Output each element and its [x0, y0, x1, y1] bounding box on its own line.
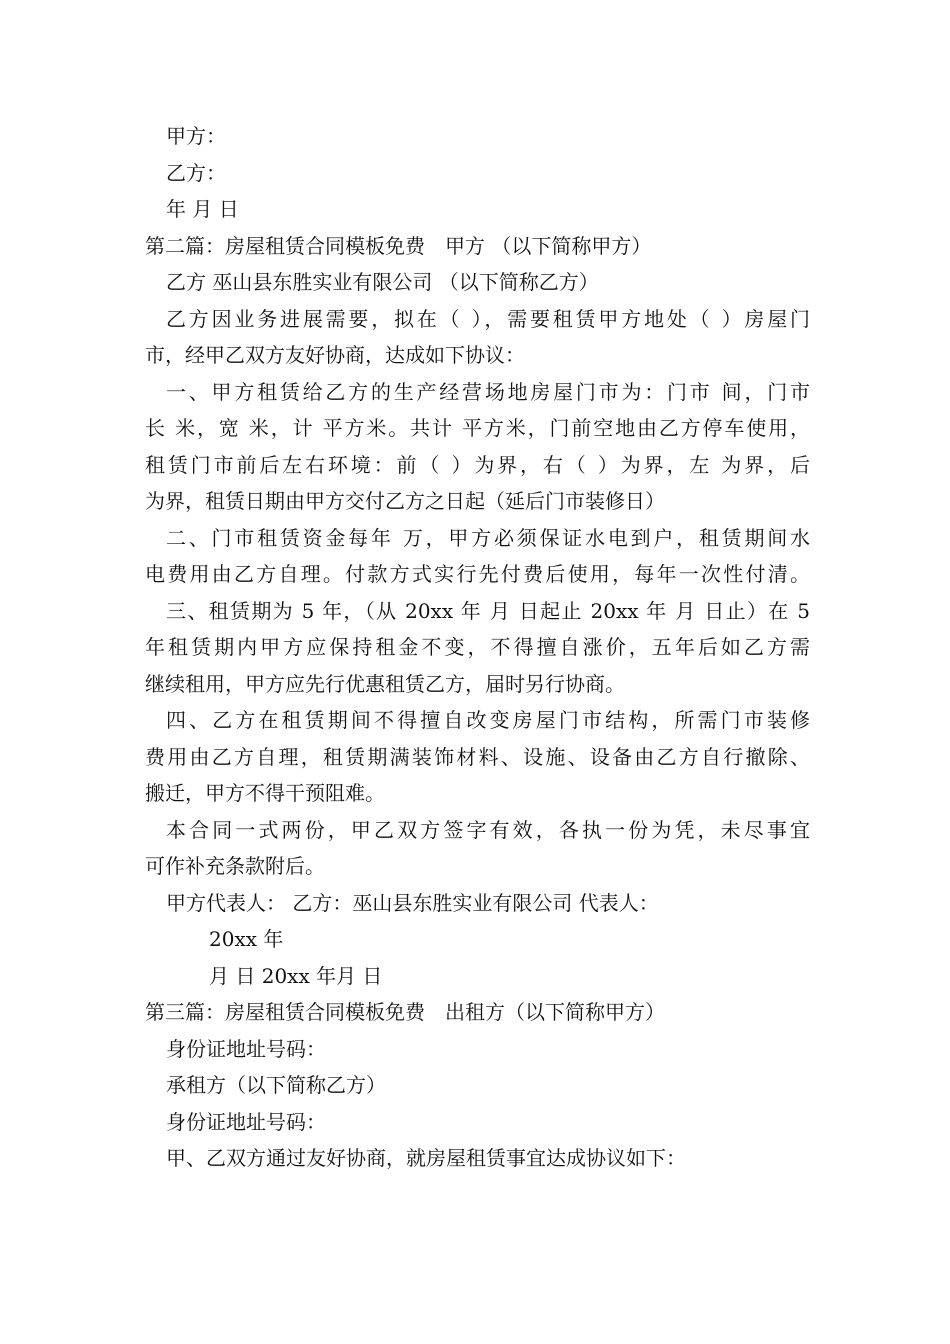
section-heading-2: 第二篇：房屋租赁合同模板免费 甲方 （以下简称甲方）: [145, 233, 652, 258]
paragraph-line: 本合同一式两份，甲乙双方签字有效，各执一份为凭，未尽事宜: [166, 817, 810, 842]
paragraph-line: 二、门市租赁资金每年 万，甲方必须保证水电到户，租赁期间水: [166, 525, 810, 550]
agreement-intro-line: 甲、乙双方通过友好协商，就房屋租赁事宜达成协议如下：: [166, 1146, 686, 1170]
signature-year-line: 20xx 年: [209, 927, 284, 951]
lessee-label: 承租方（以下简称乙方）: [166, 1073, 386, 1097]
paragraph-line: 乙方因业务进展需要，拟在（ ），需要租赁甲方地处（ ）房屋门: [166, 306, 810, 331]
id-address-field: 身份证地址号码：: [166, 1036, 326, 1061]
paragraph-line: 市，经甲乙双方友好协商，达成如下协议：: [145, 343, 525, 367]
date-line: 年 月 日: [166, 197, 239, 221]
party-b-company-line: 乙方 巫山县东胜实业有限公司 （以下简称乙方）: [166, 270, 599, 294]
party-a-label: 甲方：: [166, 124, 226, 148]
paragraph-line: 四、乙方在租赁期间不得擅自改变房屋门市结构，所需门市装修: [166, 708, 810, 732]
section-heading-3: 第三篇：房屋租赁合同模板免费 出租方（以下简称甲方）: [145, 1000, 665, 1024]
id-address-field: 身份证地址号码：: [166, 1109, 326, 1134]
paragraph-line: 电费用由乙方自理。付款方式实行先付费后使用，每年一次性付清。: [145, 562, 810, 586]
paragraph-line: 长 米，宽 米，计 平方米。共计 平方米，门前空地由乙方停车使用，: [145, 416, 810, 440]
party-b-label: 乙方：: [166, 160, 226, 185]
paragraph-line: 可作补充条款附后。: [145, 854, 325, 878]
paragraph-line: 年租赁期内甲方应保持租金不变，不得擅自涨价，五年后如乙方需: [145, 635, 810, 659]
paragraph-line: 继续租用，甲方应先行优惠租赁乙方，届时另行协商。: [145, 671, 625, 696]
paragraph-line: 为界，租赁日期由甲方交付乙方之日起（延后门市装修日）: [145, 489, 665, 513]
paragraph-line: 三、租赁期为 5 年，（从 20xx 年 月 日起止 20xx 年 月 日止）在 5: [166, 598, 810, 623]
signature-date-line: 月 日 20xx 年月 日: [209, 963, 383, 988]
signature-line: 甲方代表人： 乙方：巫山县东胜实业有限公司 代表人：: [166, 890, 659, 915]
paragraph-line: 一、甲方租赁给乙方的生产经营场地房屋门市为：门市 间，门市: [166, 379, 810, 404]
paragraph-line: 搬迁，甲方不得干预阻难。: [145, 781, 385, 805]
paragraph-line: 费用由乙方自理，租赁期满装饰材料、设施、设备由乙方自行撤除、: [145, 744, 810, 769]
document-body: [145, 118, 810, 1177]
paragraph-line: 租赁门市前后左右环境：前（ ）为界，右（ ）为界，左 为界，后: [145, 452, 810, 477]
